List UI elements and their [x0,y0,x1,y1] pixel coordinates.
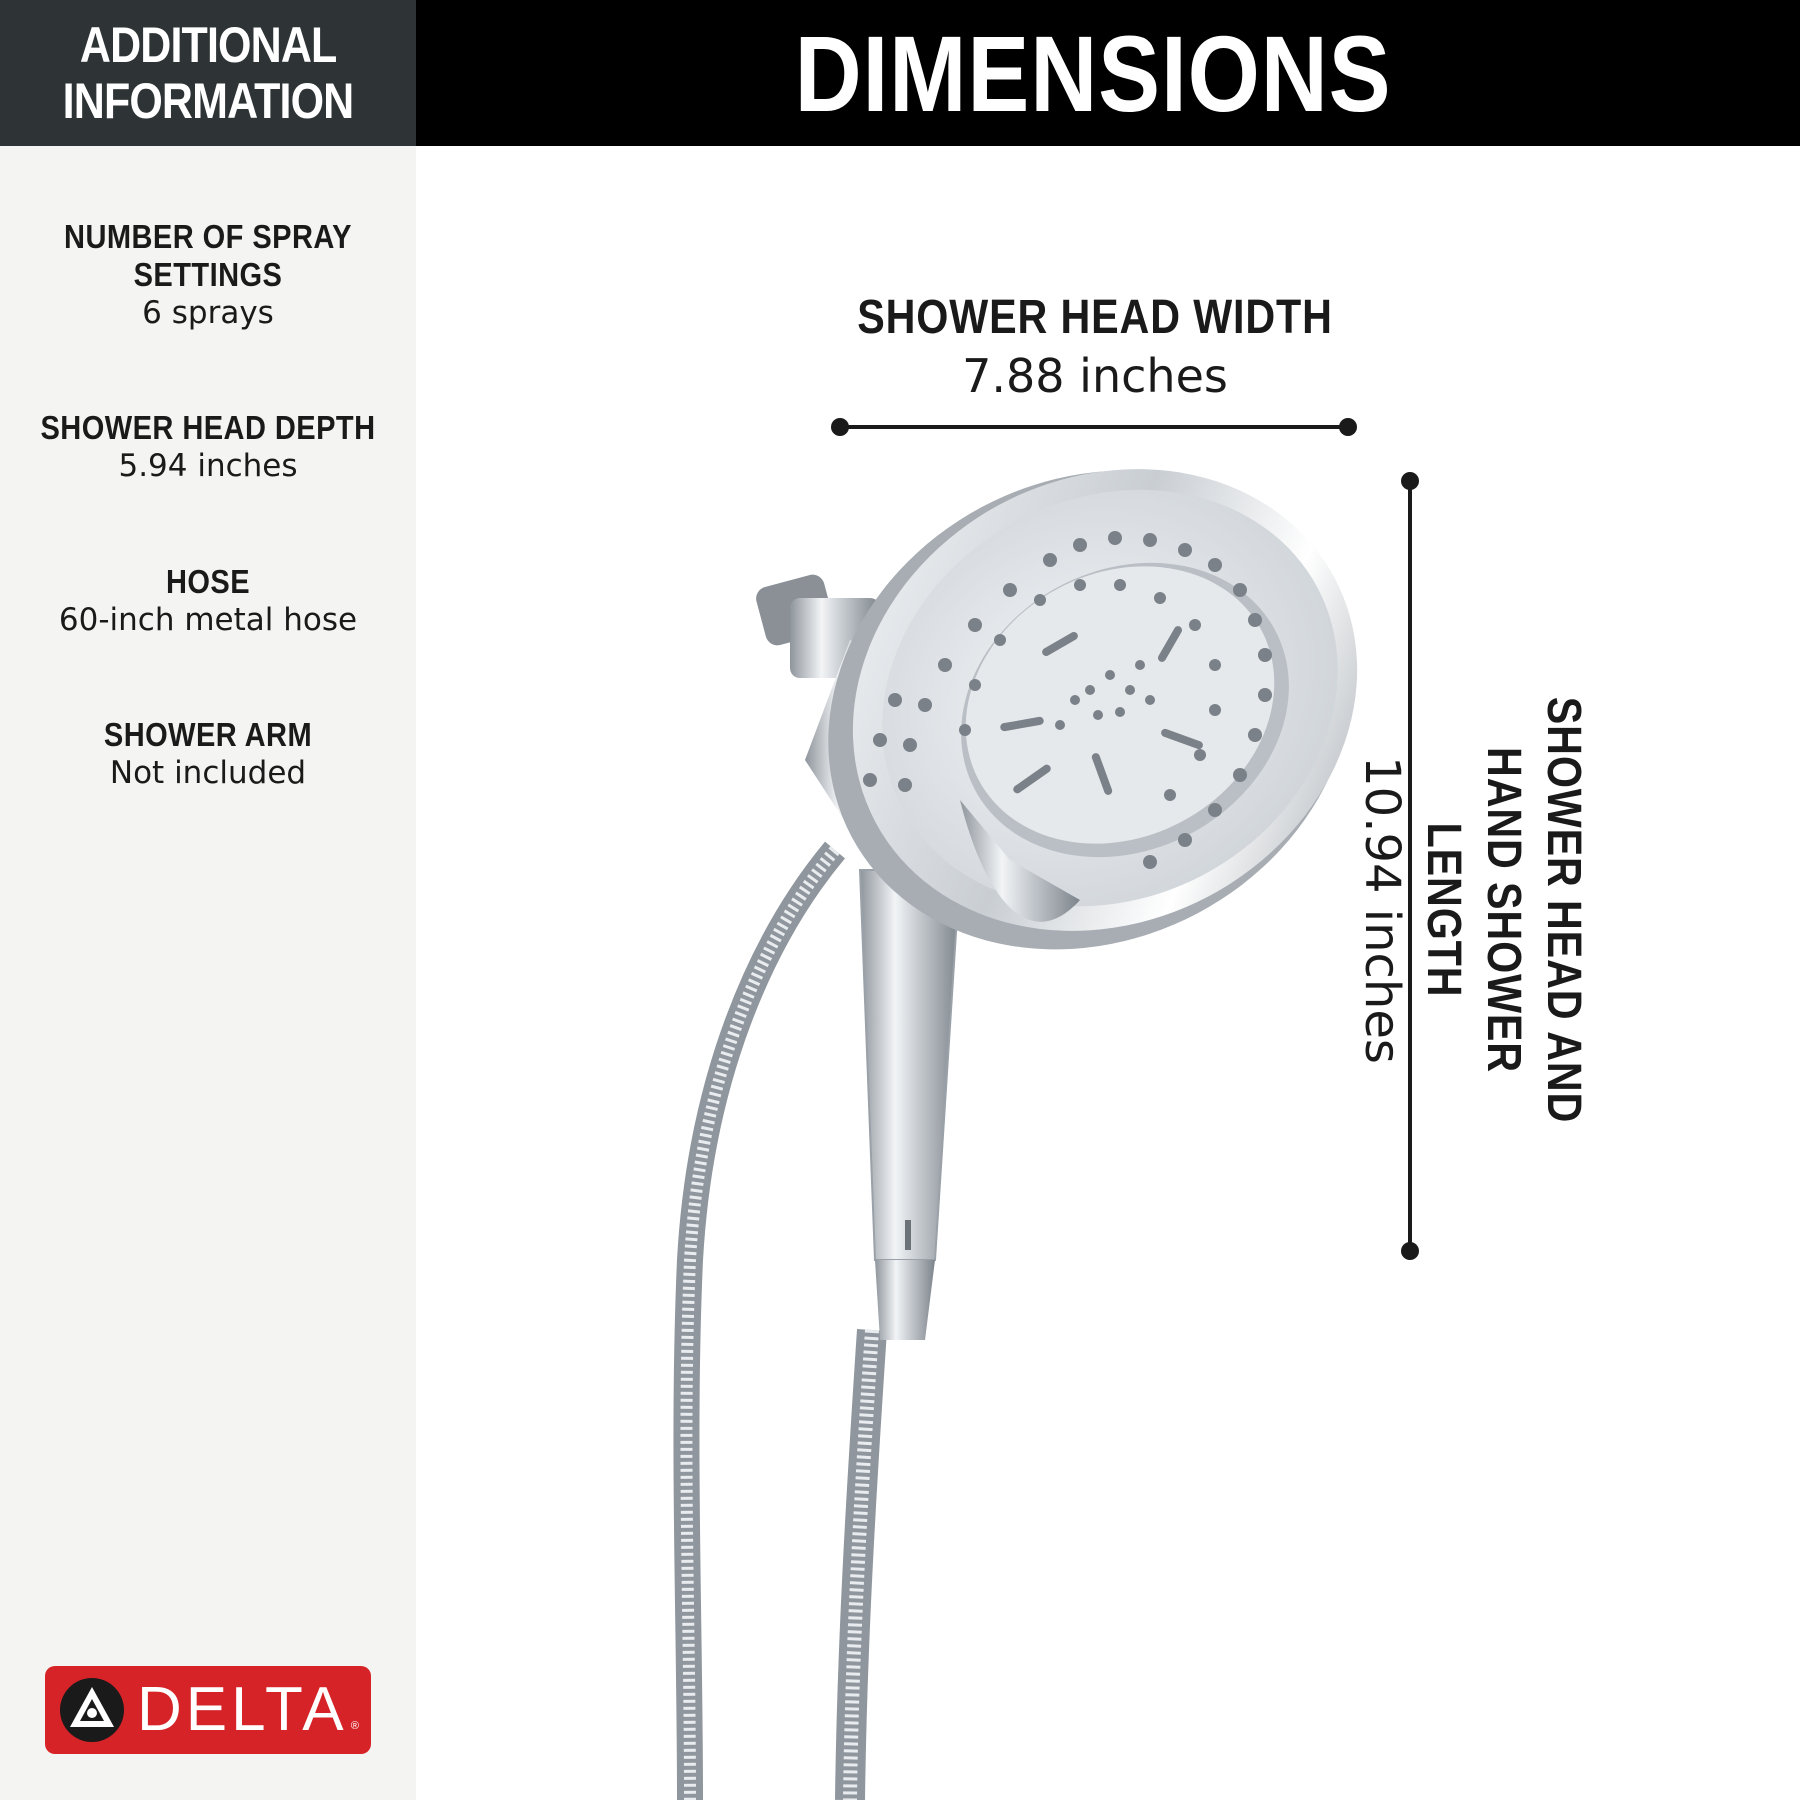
length-dimension-label: HAND SHOWER LENGTH [1417,747,1530,1073]
spec-value: 60-inch metal hose [58,602,358,638]
sidebar-header-line2: INFORMATION [62,73,354,129]
spec-value: 5.94 inches [118,448,298,484]
sidebar-header-line1: ADDITIONAL [79,17,337,73]
hand-shower-handle [860,870,960,1340]
width-dimension [780,290,1410,406]
page-title: DIMENSIONS [794,12,1392,134]
spec-value: 6 sprays [142,295,274,331]
spec-label: SHOWER ARM [103,716,313,753]
metal-hose [686,850,872,1800]
shower-head [744,380,1439,1040]
brand-name: DELTA [137,1675,348,1744]
spec-label: SHOWER HEAD DEPTH [40,409,376,446]
width-dimension-label: SHOWER HEAD WIDTH [857,291,1333,344]
width-dimension-value: 7.88 inches [962,349,1228,403]
spec-label: SETTINGS [133,256,283,293]
registered-mark: ® [350,1720,359,1732]
width-dimension-line [831,418,1357,436]
length-dimension-label: SHOWER HEAD AND [1537,696,1590,1124]
spec-value: Not included [109,755,307,791]
length-dimension-value: 10.94 inches [1354,756,1410,1064]
spec-label: HOSE [165,563,251,600]
spec-label: NUMBER OF SPRAY [64,218,352,255]
